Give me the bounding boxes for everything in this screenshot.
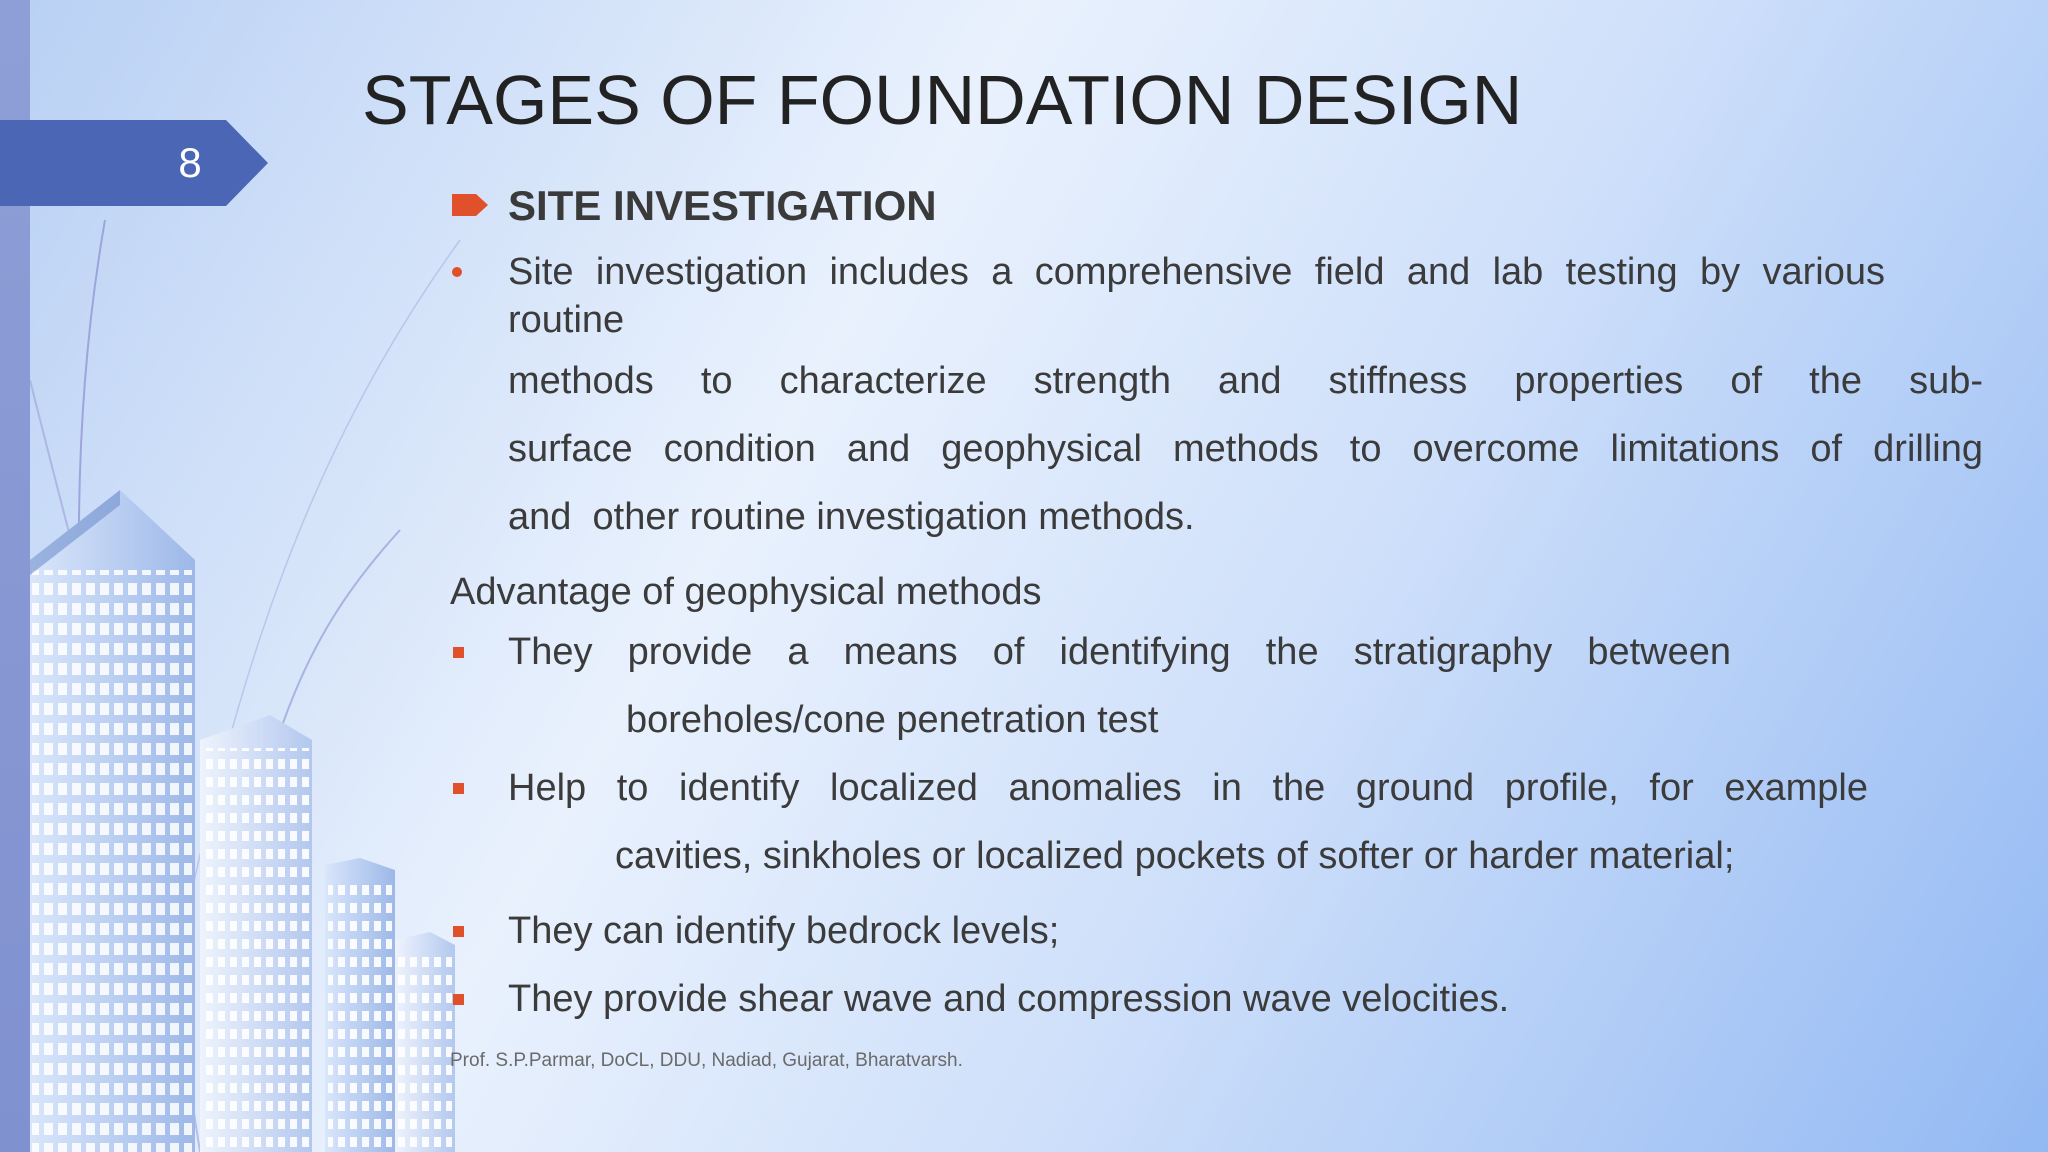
list-item-continuation: boreholes/cone penetration test <box>626 699 1159 741</box>
list-item: Help to identify localized anomalies in the ground profile, for example <box>508 767 1868 809</box>
paragraph-line: methods to characterize strength and stiffness properties of the sub- <box>508 360 1983 402</box>
dot-bullet-icon <box>452 267 462 277</box>
paragraph-line: and other routine investigation methods. <box>508 496 1195 538</box>
footer-credit: Prof. S.P.Parmar, DoCL, DDU, Nadiad, Gujarat, Bharatvarsh. <box>450 1050 963 1071</box>
square-bullet-icon <box>453 994 464 1005</box>
arrow-bullet-icon <box>452 194 488 216</box>
square-bullet-icon <box>453 647 464 658</box>
section-heading: SITE INVESTIGATION <box>508 182 937 229</box>
list-item-continuation: cavities, sinkholes or localized pockets of softer or harder material; <box>615 835 1735 877</box>
advantages-heading: Advantage of geophysical methods <box>450 571 1042 613</box>
list-item: They provide shear wave and compression wave velocities. <box>508 978 1510 1020</box>
square-bullet-icon <box>453 926 464 937</box>
paragraph-line: surface condition and geophysical methods to overcome limitations of drilling <box>508 428 1983 470</box>
paragraph-line: routine <box>508 299 625 341</box>
slide-title: STAGES OF FOUNDATION DESIGN <box>362 61 1523 139</box>
square-bullet-icon <box>453 783 464 794</box>
list-item: They provide a means of identifying the stratigraphy between <box>508 631 1731 673</box>
slide-number: 8 <box>178 139 202 186</box>
list-item: They can identify bedrock levels; <box>508 910 1060 952</box>
paragraph-line: Site investigation includes a comprehensive field and lab testing by various <box>508 251 1885 293</box>
